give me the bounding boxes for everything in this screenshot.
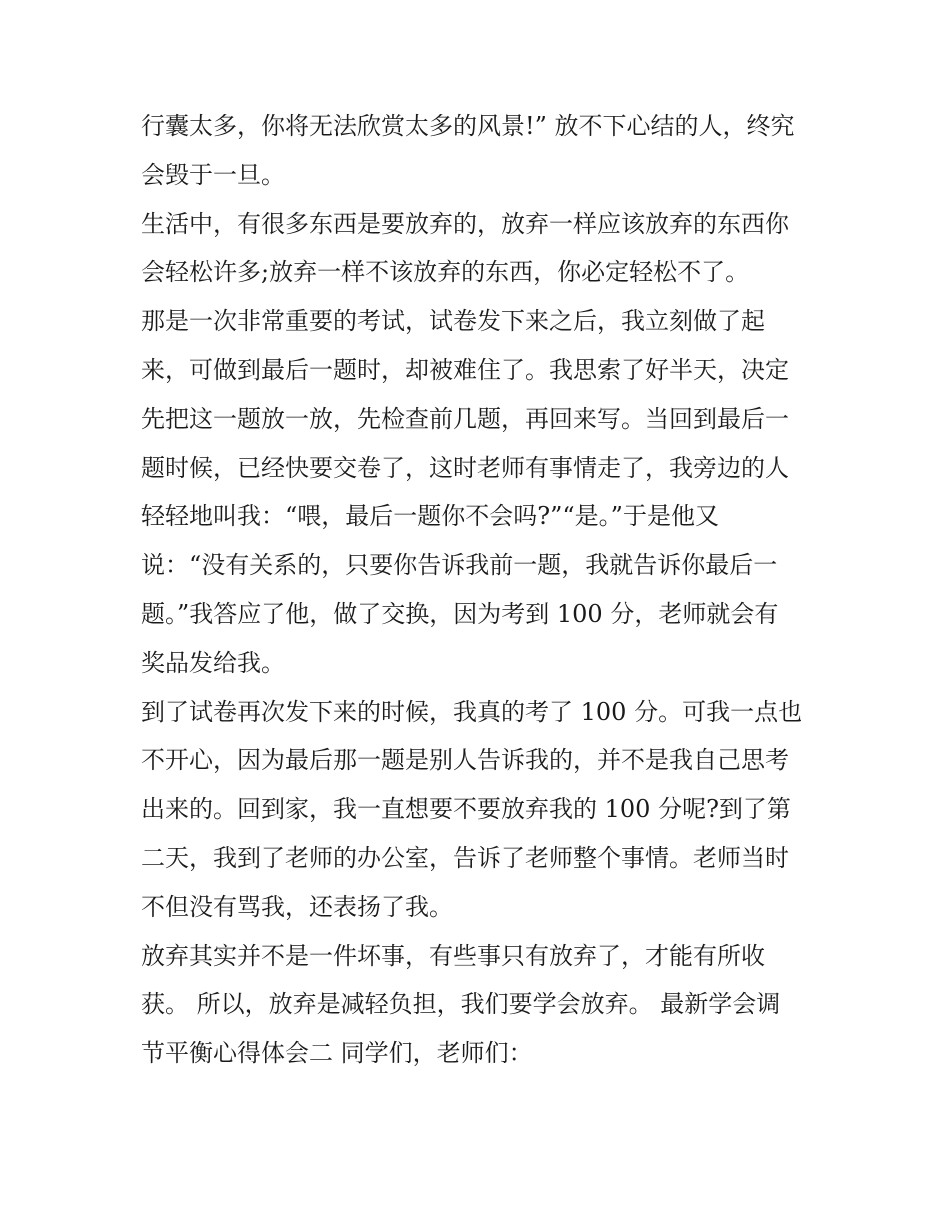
text-line: 节平衡心得体会二 同学们，老师们： [141, 1039, 533, 1068]
text-line: 说：“没有关系的，只要你告诉我前一题，我就告诉你最后一 [141, 551, 778, 580]
text-line: 不但没有骂我，还表扬了我。 [141, 892, 453, 921]
text-line: 轻轻地叫我：“喂，最后一题你不会吗?”“是。”于是他又 [141, 502, 719, 531]
text-line: 放弃其实并不是一件坏事，有些事只有放弃了，才能有所收 [141, 941, 765, 970]
text-line: 题时候，已经快要交卷了，这时老师有事情走了，我旁边的人 [141, 453, 789, 482]
text-line: 二天，我到了老师的办公室，告诉了老师整个事情。老师当时 [141, 843, 789, 872]
text-line: 到了试卷再次发下来的时候，我真的考了 100 分。可我一点也 [141, 697, 803, 726]
text-line: 不开心，因为最后那一题是别人告诉我的，并不是我自己思考 [141, 746, 789, 775]
text-line: 会轻松许多;放弃一样不该放弃的东西，你必定轻松不了。 [141, 258, 750, 287]
text-line: 题。”我答应了他，做了交换，因为考到 100 分，老师就会有 [141, 599, 779, 628]
text-line: 行囊太多，你将无法欣赏太多的风景!” 放不下心结的人，终究 [141, 112, 795, 140]
text-line: 会毁于一旦。 [141, 160, 285, 189]
text-line: 出来的。回到家，我一直想要不要放弃我的 100 分呢?到了第 [141, 795, 791, 824]
text-line: 生活中，有很多东西是要放弃的，放弃一样应该放弃的东西你 [141, 209, 789, 238]
text-line: 先把这一题放一放，先检查前几题，再回来写。当回到最后一 [141, 404, 789, 433]
text-line: 获。 所以，放弃是减轻负担，我们要学会放弃。 最新学会调 [141, 990, 781, 1019]
document-body [141, 102, 821, 1078]
text-line: 奖品发给我。 [141, 648, 285, 677]
text-line: 那是一次非常重要的考试，试卷发下来之后，我立刻做了起 [141, 307, 765, 336]
text-line: 来，可做到最后一题时，却被难住了。我思索了好半天，决定 [141, 355, 789, 384]
